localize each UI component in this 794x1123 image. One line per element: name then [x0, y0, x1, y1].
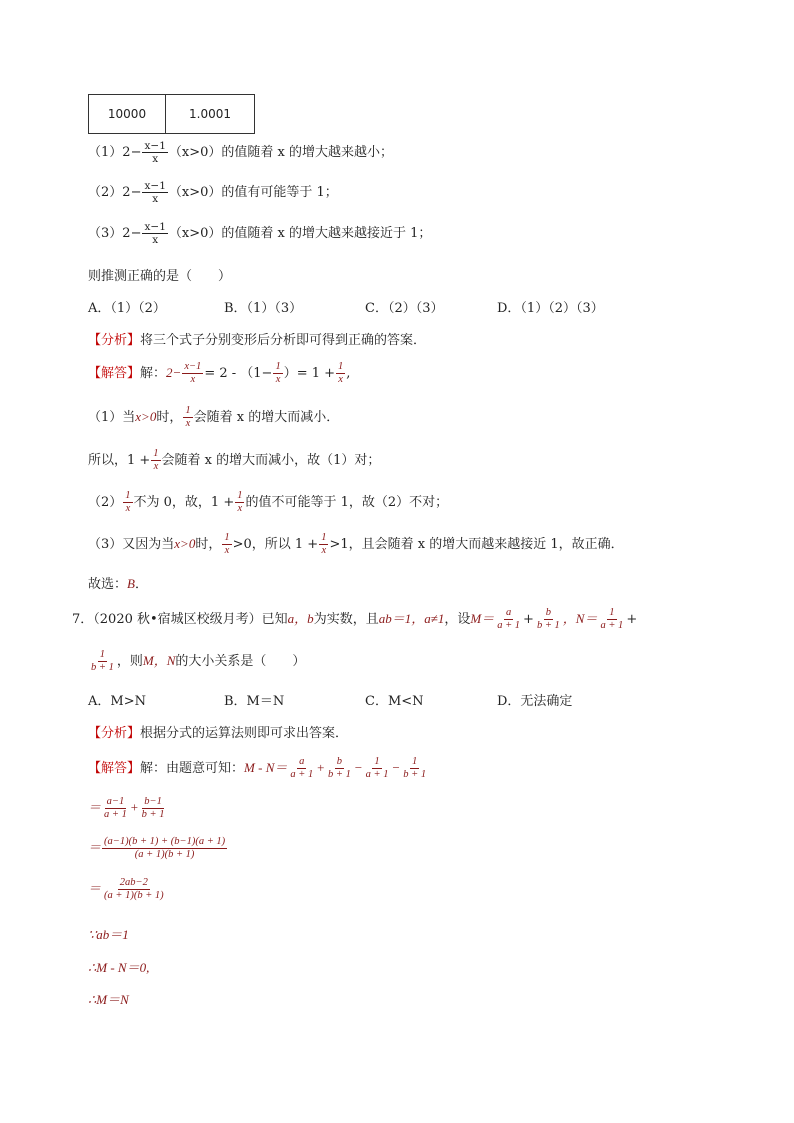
- option-c: C．M<N: [365, 694, 424, 709]
- fraction: $\frac{x-1}{x}$: [144, 140, 166, 165]
- solution-6-line-5: （3）又因为当x>0时， $\frac{1}{x}$ >0，所以 1 + $\frac{1}{x}$ >1，且会随着 x 的增大而越来越接近 1，故正确．: [88, 532, 624, 556]
- question-7-line-1: 7．（2020 秋•宿城区校级月考）已知a，b为实数，且ab＝1，a≠1，设M＝ $\frac{a}{a + 1}$ + $\frac{b}{b + 1}$ ，N＝ $\frac{1}{a + 1}$ +: [72, 607, 638, 631]
- solution-6-choice: 故选：B．: [88, 576, 148, 592]
- option-a: A．（1）（2）: [88, 301, 166, 316]
- solution-6-line-3: 所以，1 + $\frac{1}{x}$ 会随着 x 的增大而减小，故（1）对；: [88, 448, 381, 472]
- option-b: B．（1）（3）: [224, 301, 303, 316]
- solution-7-step-1: ＝ $\frac{a-1}{a + 1}$ + $\frac{b-1}{b + 1}$: [88, 796, 165, 820]
- question-7-line-2: $\frac{1}{b + 1}$ ，则M，N的大小关系是（ ）: [91, 649, 306, 673]
- statement-3: （3）2− $\frac{x-1}{x}$ （x>0）的值随着 x 的增大越来越接近于 1；: [88, 221, 432, 246]
- value-table: [88, 94, 255, 134]
- analysis-6: 【分析】将三个式子分别变形后分析即可得到正确的答案．: [88, 333, 427, 348]
- solution-7-step-3: ＝ $\frac{2ab-2}{(a + 1)(b + 1)}$: [88, 877, 164, 901]
- fraction: $\frac{x-1}{x}$: [144, 180, 166, 205]
- solution-7-result-2: ∴M＝N: [88, 992, 129, 1007]
- table-cell: 1.0001: [166, 95, 255, 134]
- fraction: $\frac{x-1}{x}$: [144, 221, 166, 246]
- option-d: D．无法确定: [497, 694, 573, 709]
- solution-7-since: ∵ab＝1: [88, 927, 129, 942]
- solution-7-result-1: ∴M - N＝0,: [88, 960, 150, 975]
- statement-1: （1）2− $\frac{x-1}{x}$ （x>0）的值随着 x 的增大越来越小；: [88, 140, 393, 165]
- option-a: A．M>N: [88, 694, 146, 709]
- table-row: [89, 95, 255, 134]
- solution-6-line-4: （2） $\frac{1}{x}$ 不为 0，故，1 + $\frac{1}{x}$ 的值不可能等于 1，故（2）不对；: [88, 490, 449, 514]
- solution-6-line-1: 【解答】解：2− $\frac{x-1}{x}$ = 2 - （1− $\frac{1}{x}$ ）= 1 + $\frac{1}{x}$ ,: [88, 361, 351, 385]
- analysis-7: 【分析】根据分式的运算法则即可求出答案．: [88, 726, 349, 741]
- table-cell: 10000: [89, 95, 166, 134]
- statement-2: （2）2− $\frac{x-1}{x}$ （x>0）的值有可能等于 1；: [88, 180, 338, 205]
- option-d: D．（1）（2）（3）: [497, 301, 604, 316]
- question-6-prompt: 则推测正确的是（ ）: [88, 269, 232, 284]
- solution-6-line-2: （1）当x>0时， $\frac{1}{x}$ 会随着 x 的增大而减小．: [88, 405, 340, 429]
- solution-7-line-1: 【解答】解：由题意可知：M - N＝ $\frac{a}{a + 1}$ + $\frac{b}{b + 1}$ − $\frac{1}{a + 1}$ − $\frac{1}{b + 1}$: [88, 756, 427, 780]
- solution-7-step-2: ＝ $\frac{(a-1)(b + 1) + (b-1)(a + 1)}{(a + 1)(b + 1)}$: [88, 836, 226, 860]
- option-c: C．（2）（3）: [365, 301, 444, 316]
- option-b: B．M＝N: [224, 694, 285, 709]
